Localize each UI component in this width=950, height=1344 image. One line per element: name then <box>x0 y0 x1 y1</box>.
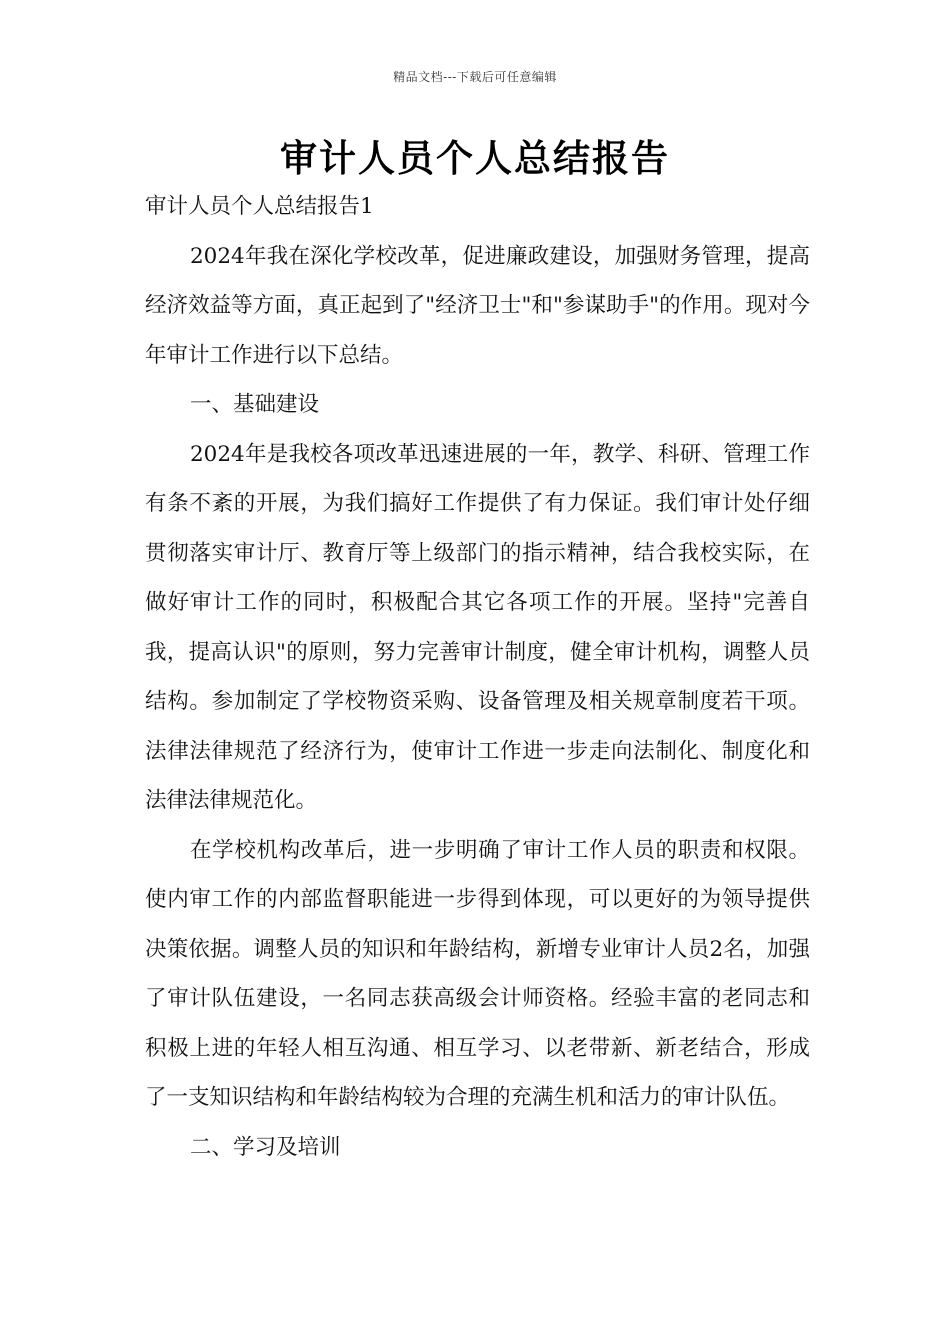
document-title: 审计人员个人总结报告 <box>280 137 670 180</box>
section-heading-basic-construction: 一、基础建设 <box>190 392 320 417</box>
section-heading-study-training: 二、学习及培训 <box>190 1134 341 1160</box>
paragraph-basic-construction: 2024年是我校各项改革迅速进展的一年，教学、科研、管理工作有条不紊的开展，为我们搞好工作提供了有力保证。我们审计处仔细贯彻落实审计厅、教育厅等上级部门的指示精神，结合我校实际，在做好审计工作的同时，积极配合其它各项工作的开展。坚持"完善自我，提高认识"的原则，努力完善审计制度，健全审计机构，调整人员结构。参加制定了学校物资采购、设备管理及相关规章制度若干项。法律法律规范了经济行为，使审计工作进一步走向法制化、制度化和法律法律规范化。 <box>145 441 810 813</box>
header-note: 精品文档---下载后可任意编辑 <box>393 70 557 84</box>
paragraph-institution-reform: 在学校机构改革后，进一步明确了审计工作人员的职责和权限。使内审工作的内部监督职能进一步得到体现，可以更好的为领导提供决策依据。调整人员的知识和年龄结构，新增专业审计人员2名，加强了审计队伍建设，一名同志获高级会计师资格。经验丰富的老同志和积极上进的年轻人相互沟通、相互学习、以老带新、新老结合，形成了一支知识结构和年龄结构较为合理的充满生机和活力的审计队伍。 <box>145 837 810 1110</box>
document-subtitle: 审计人员个人总结报告1 <box>145 194 374 219</box>
paragraph-intro: 2024年我在深化学校改革，促进廉政建设，加强财务管理，提高经济效益等方面，真正起到了"经济卫士"和"参谋助手"的作用。现对今年审计工作进行以下总结。 <box>145 243 810 368</box>
document-body <box>145 182 810 1172</box>
